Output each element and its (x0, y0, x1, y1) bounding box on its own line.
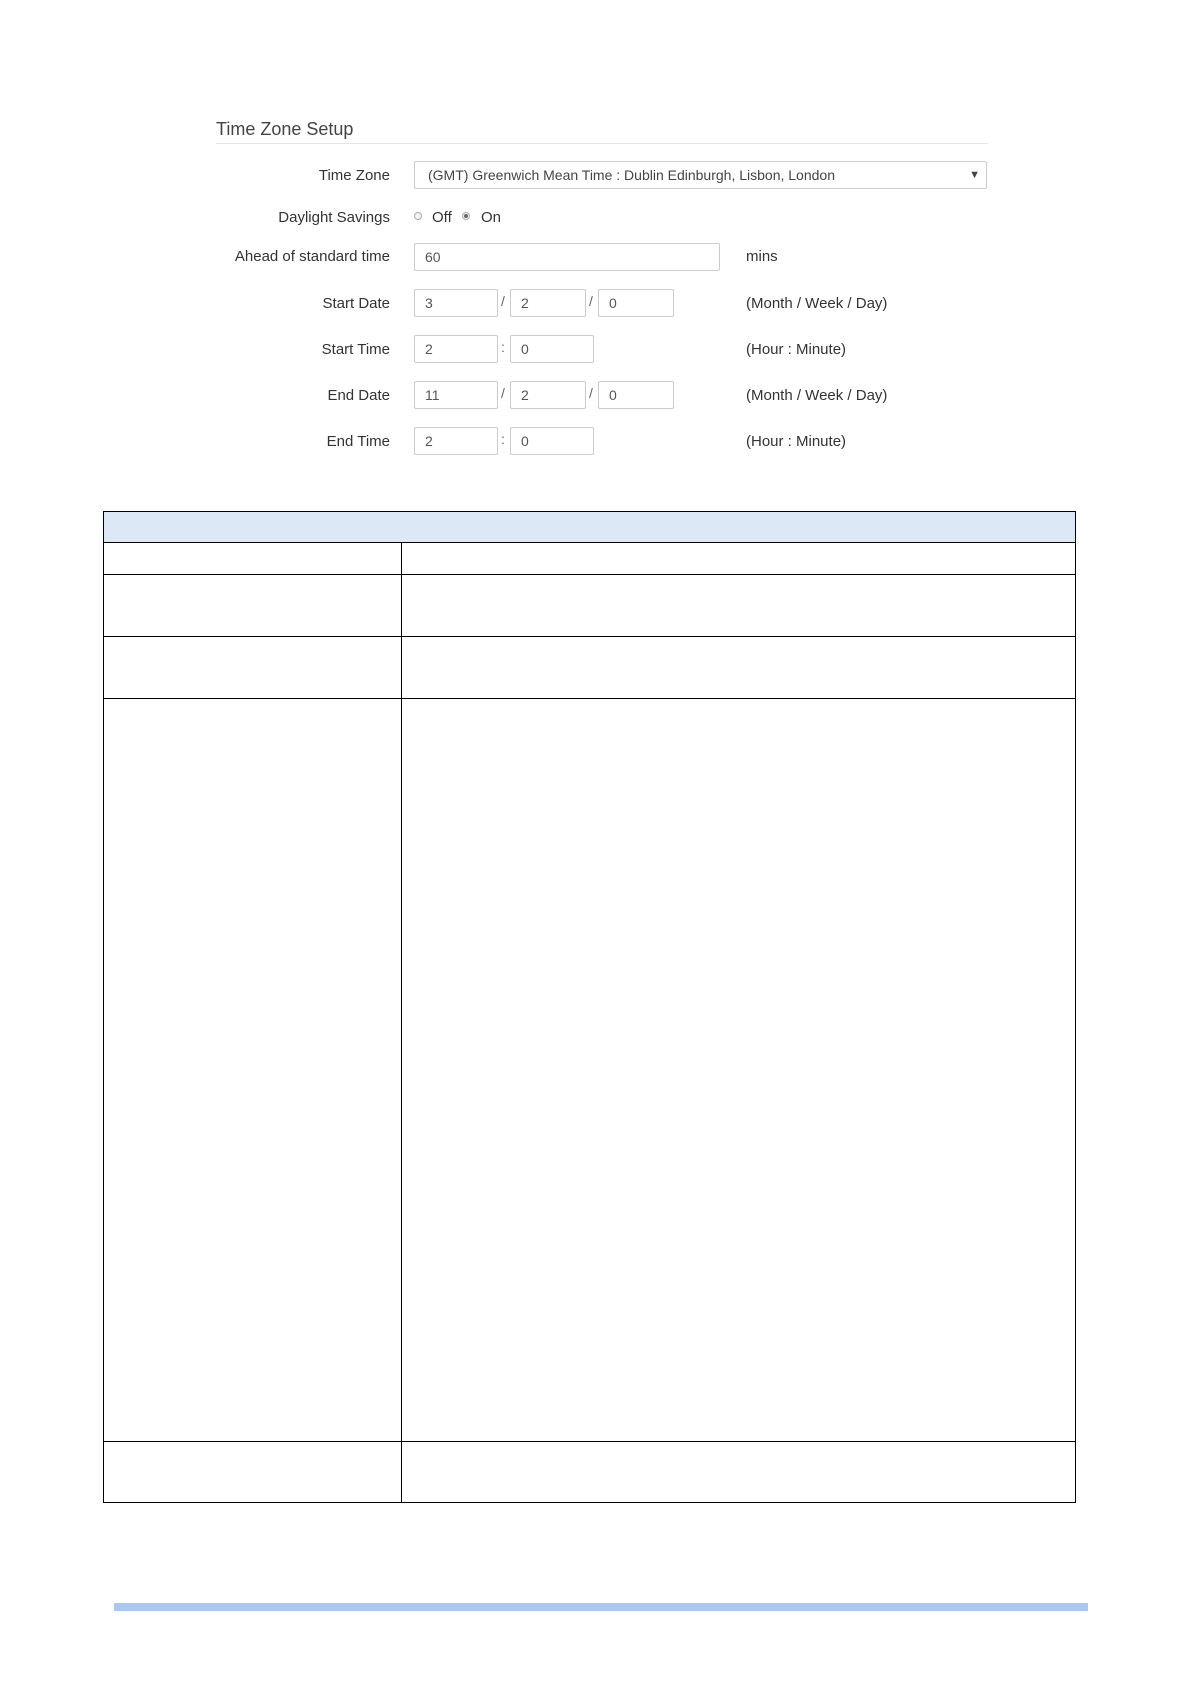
daylight-savings-label: Daylight Savings (278, 209, 390, 226)
time-zone-label: Time Zone (318, 167, 390, 184)
ahead-label: Ahead of standard time (234, 248, 390, 265)
daylight-off-radio[interactable] (414, 212, 422, 220)
time-zone-value: (GMT) Greenwich Mean Time : Dublin Edinburgh, Lisbon, London (428, 167, 835, 183)
table-header-row (104, 512, 1075, 543)
start-month-input[interactable]: 3 (414, 289, 498, 317)
caret-down-icon: ▼ (969, 169, 980, 181)
start-time-hint: (Hour : Minute) (746, 341, 847, 358)
end-day-input[interactable]: 0 (598, 381, 674, 409)
end-date-hint: (Month / Week / Day) (746, 387, 888, 404)
end-hour-input[interactable]: 2 (414, 427, 498, 455)
ahead-minutes-input[interactable]: 60 (414, 243, 720, 271)
start-time-label: Start Time (321, 341, 390, 358)
end-time-sep: : (501, 431, 505, 447)
table-row-divider (104, 1441, 1075, 1442)
table-row-divider (104, 698, 1075, 699)
daylight-on-radio[interactable] (462, 212, 470, 220)
start-minute-input[interactable]: 0 (510, 335, 594, 363)
end-week-input[interactable]: 2 (510, 381, 586, 409)
end-minute-input[interactable]: 0 (510, 427, 594, 455)
end-time-label: End Time (326, 433, 390, 450)
table-row-divider (104, 574, 1075, 575)
start-time-sep: : (501, 339, 505, 355)
description-table (103, 511, 1076, 1503)
start-week-input[interactable]: 2 (510, 289, 586, 317)
start-day-input[interactable]: 0 (598, 289, 674, 317)
time-zone-select[interactable] (414, 161, 987, 189)
table-row-divider (104, 636, 1075, 637)
table-column-divider (401, 543, 402, 1502)
end-month-input[interactable]: 11 (414, 381, 498, 409)
title-divider (216, 143, 988, 144)
end-date-sep-1: / (501, 385, 505, 401)
start-hour-input[interactable]: 2 (414, 335, 498, 363)
footer-bar (114, 1603, 1088, 1611)
start-date-sep-1: / (501, 293, 505, 309)
end-date-sep-2: / (589, 385, 593, 401)
end-date-label: End Date (327, 387, 390, 404)
start-date-label: Start Date (322, 295, 390, 312)
ahead-unit: mins (746, 248, 778, 265)
start-date-sep-2: / (589, 293, 593, 309)
panel-title: Time Zone Setup (216, 119, 354, 139)
end-time-hint: (Hour : Minute) (746, 433, 847, 450)
daylight-on-label: On (481, 209, 502, 226)
start-date-hint: (Month / Week / Day) (746, 295, 888, 312)
daylight-off-label: Off (432, 209, 452, 226)
